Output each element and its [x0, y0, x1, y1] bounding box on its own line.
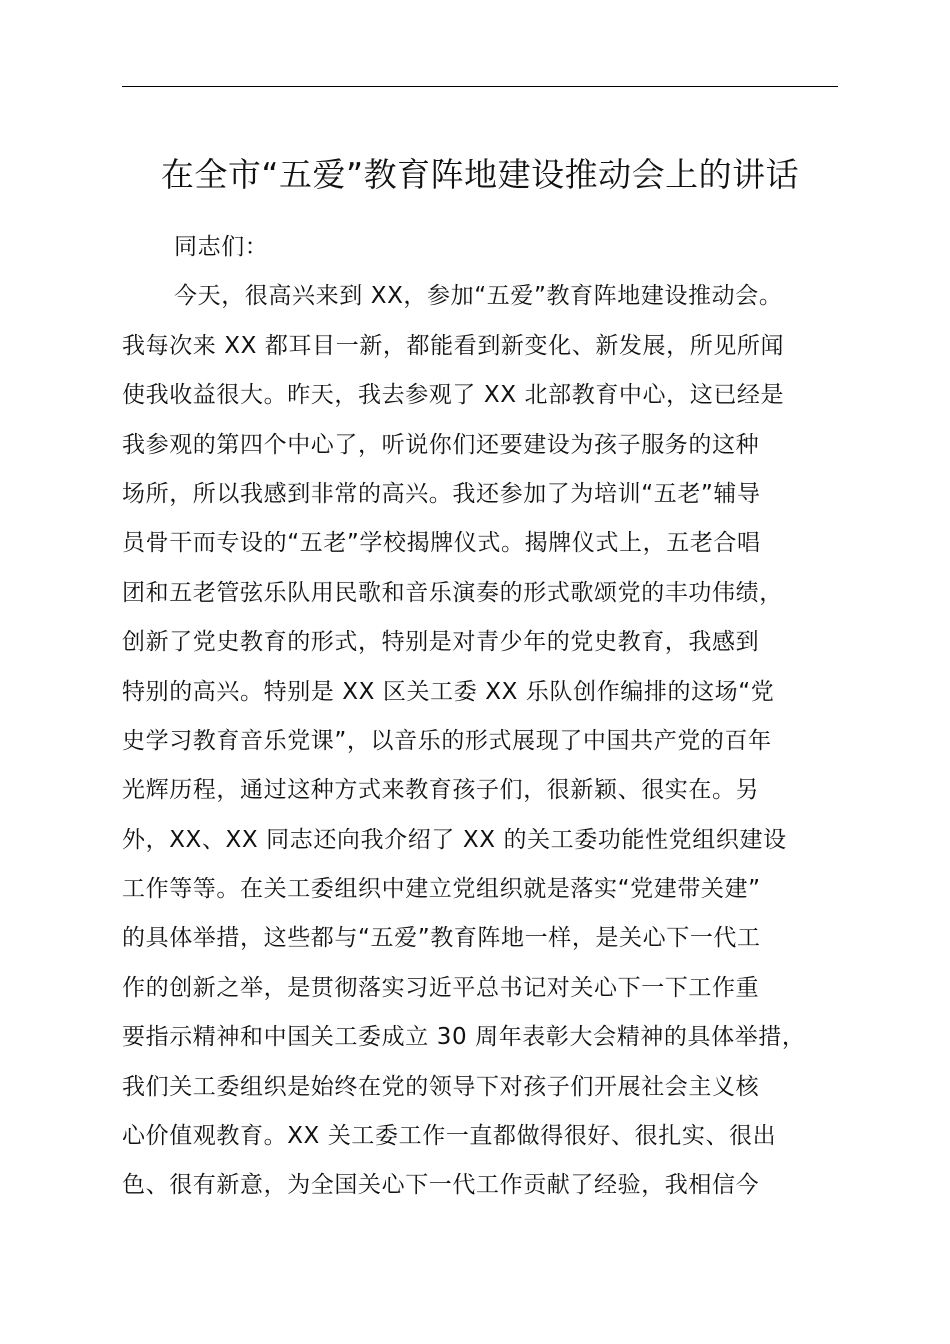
paragraph-line: 的具体举措，这些都与“五爱”教育阵地一样，是关心下一代工 — [122, 925, 761, 952]
paragraph-line: 场所，所以我感到非常的高兴。我还参加了为培训“五老”辅导 — [122, 480, 761, 507]
paragraph-line: 员骨干而专设的“五老”学校揭牌仪式。揭牌仪式上，五老合唱 — [122, 530, 761, 557]
paragraph-line: 工作等等。在关工委组织中建立党组织就是落实“党建带关建” — [122, 876, 761, 903]
paragraph-line: 创新了党史教育的形式，特别是对青少年的党史教育，我感到 — [122, 629, 760, 656]
speech-body — [122, 223, 862, 1211]
paragraph-line: 要指示精神和中国关工委成立 30 周年表彰大会精神的具体举措， — [122, 1024, 806, 1051]
paragraph-line: 作的创新之举，是贯彻落实习近平总书记对关心下一下工作重 — [122, 974, 760, 1001]
paragraph-line: 我们关工委组织是始终在党的领导下对孩子们开展社会主义核 — [122, 1073, 760, 1100]
paragraph-line: 心价值观教育。XX 关工委工作一直都做得很好、很扎实、很出 — [122, 1123, 777, 1150]
paragraph-line: 史学习教育音乐党课”，以音乐的形式展现了中国共产党的百年 — [122, 727, 772, 754]
paragraph-line: 色、很有新意，为全国关心下一代工作贡献了经验，我相信今 — [122, 1172, 760, 1199]
paragraph-line: 使我收益很大。昨天，我去参观了 XX 北部教育中心，这已经是 — [122, 382, 785, 409]
page-title: 在全市“五爱”教育阵地建设推动会上的讲话 — [160, 155, 800, 194]
paragraph-line: 今天，很高兴来到 XX，参加“五爱”教育阵地建设推动会。 — [174, 283, 783, 310]
paragraph-line: 特别的高兴。特别是 XX 区关工委 XX 乐队创作编排的这场“党 — [122, 678, 775, 705]
paragraph-line: 我每次来 XX 都耳目一新，都能看到新变化、新发展，所见所闻 — [122, 332, 785, 359]
paragraph-line: 光辉历程，通过这种方式来教育孩子们，很新颖、很实在。另 — [122, 777, 760, 804]
paragraph-line: 团和五老管弦乐队用民歌和音乐演奏的形式歌颂党的丰功伟绩， — [122, 579, 783, 606]
paragraph-line: 外，XX、XX 同志还向我介绍了 XX 的关工委功能性党组织建设 — [122, 826, 787, 853]
header-rule — [122, 86, 838, 87]
paragraph-line: 我参观的第四个中心了，听说你们还要建设为孩子服务的这种 — [122, 431, 760, 458]
salutation: 同志们： — [174, 234, 269, 260]
